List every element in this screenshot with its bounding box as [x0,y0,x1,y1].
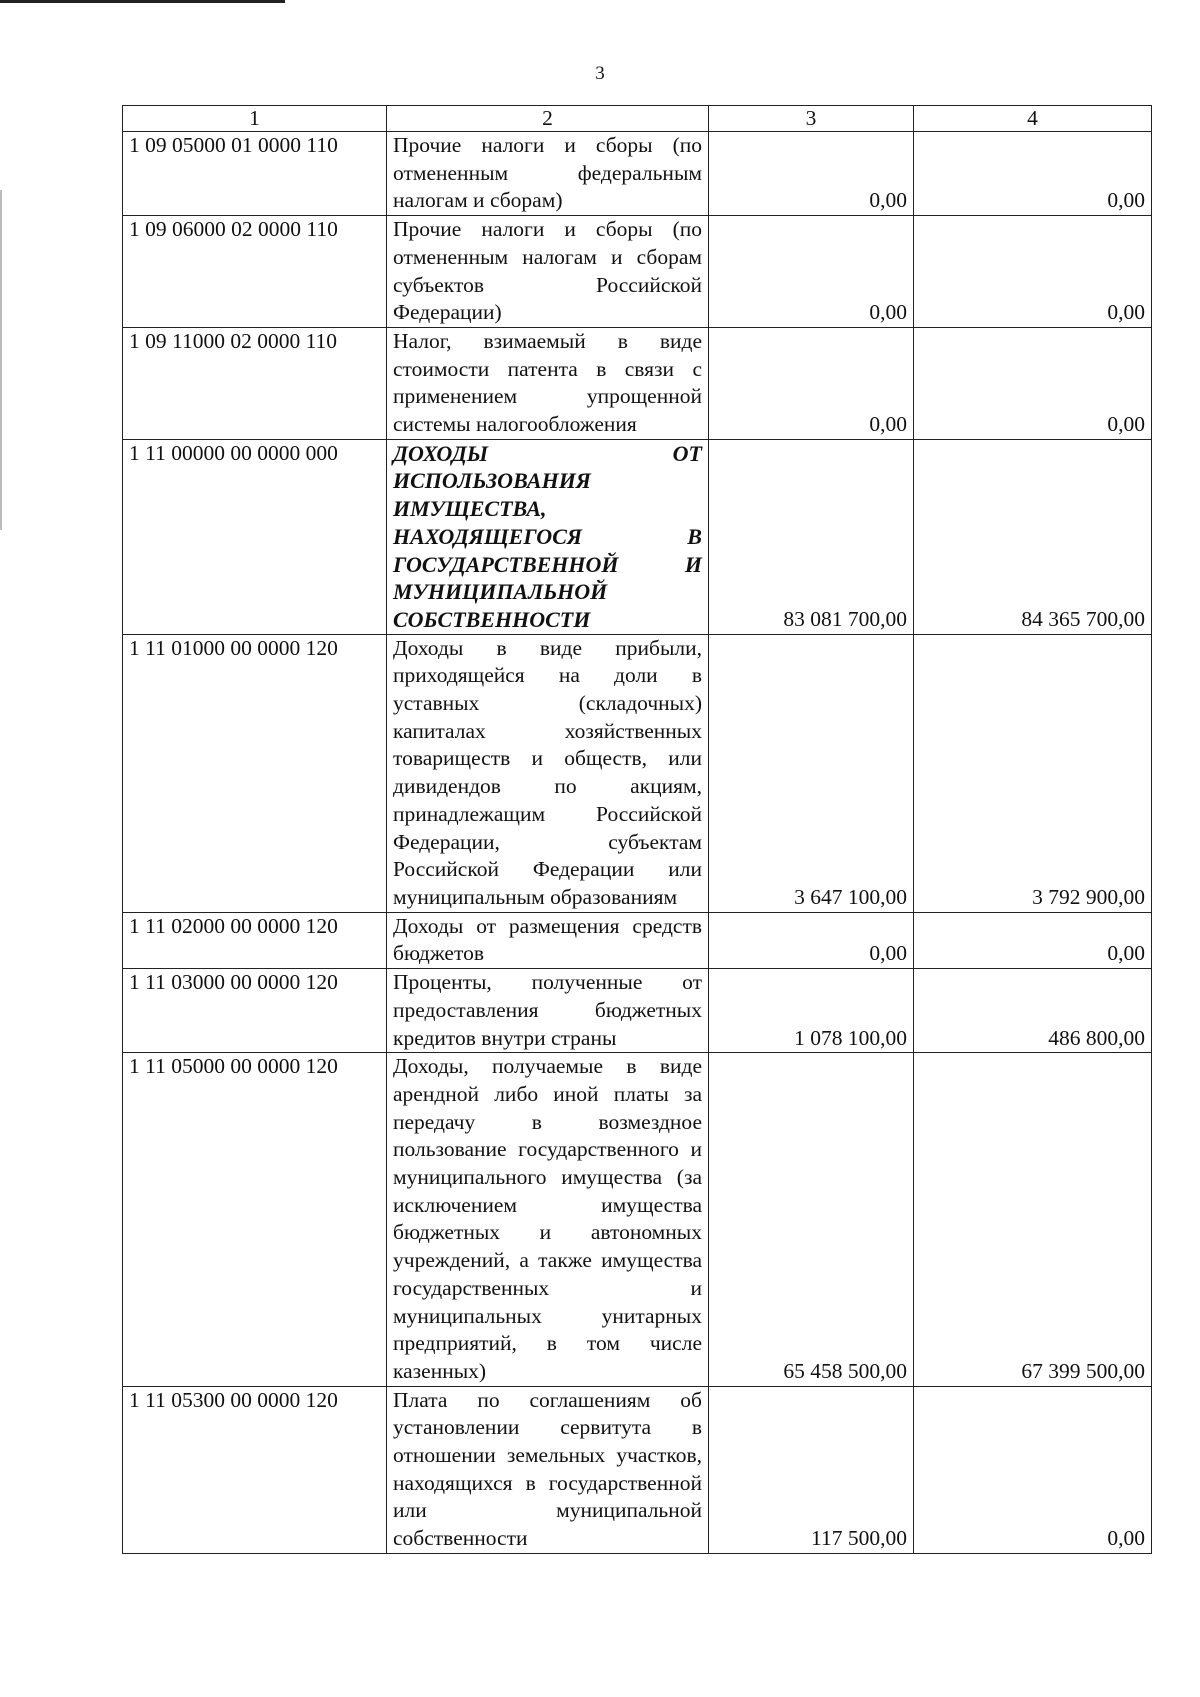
column-header: 4 [914,106,1152,132]
amount-col3-cell: 0,00 [709,327,914,439]
budget-code-cell: 1 11 05000 00 0000 120 [123,1053,387,1386]
amount-col4-cell: 0,00 [914,327,1152,439]
budget-code-cell: 1 11 00000 00 0000 000 [123,439,387,634]
column-header: 1 [123,106,387,132]
amount-col4-cell: 0,00 [914,1386,1152,1553]
revenue-name-cell: Налог, взимаемый в виде стоимости патента в связи с применением упрощенной системы налогообложения [387,327,709,439]
budget-code-cell: 1 11 02000 00 0000 120 [123,912,387,968]
table-header-row [123,106,1152,132]
amount-col3-cell: 0,00 [709,912,914,968]
table-row [123,912,1152,968]
amount-col4-cell: 67 399 500,00 [914,1053,1152,1386]
revenue-name-cell: Прочие налоги и сборы (по отмененным федеральным налогам и сборам) [387,132,709,216]
scan-edge-mark [0,190,2,530]
amount-col3-cell: 65 458 500,00 [709,1053,914,1386]
revenue-name-cell: Доходы, получаемые в виде арендной либо иной платы за передачу в возмездное пользование государственного и муниципального имущества (за исключением имущества бюджетных и автономных учреждений, а также имущества государственных и муниципальных унитарных предприятий, в том числе казенных) [387,1053,709,1386]
table-row [123,634,1152,912]
column-header: 3 [709,106,914,132]
table-row [123,132,1152,216]
amount-col4-cell: 3 792 900,00 [914,634,1152,912]
table-row [123,327,1152,439]
table-row [123,216,1152,328]
budget-code-cell: 1 11 05300 00 0000 120 [123,1386,387,1553]
amount-col3-cell: 3 647 100,00 [709,634,914,912]
revenue-name-cell: Прочие налоги и сборы (по отмененным налогам и сборам субъектов Российской Федерации) [387,216,709,328]
column-header: 2 [387,106,709,132]
table-row [123,969,1152,1053]
revenue-section-title-cell: ДОХОДЫ ОТ ИСПОЛЬЗОВАНИЯ ИМУЩЕСТВА, НАХОДЯЩЕГОСЯ В ГОСУДАРСТВЕННОЙ И МУНИЦИПАЛЬНОЙ СОБСТВЕННОСТИ [387,439,709,634]
revenue-name-cell: Доходы в виде прибыли, приходящейся на доли в уставных (складочных) капиталах хозяйственных товариществ и обществ, или дивидендов по акциям, принадлежащим Российской Федерации, субъектам Российской Федерации или муниципальным образованиям [387,634,709,912]
budget-code-cell: 1 09 06000 02 0000 110 [123,216,387,328]
table-row [123,1386,1152,1553]
scan-edge-line [0,0,285,3]
amount-col4-cell: 0,00 [914,912,1152,968]
revenue-name-cell: Доходы от размещения средств бюджетов [387,912,709,968]
table-row [123,1053,1152,1386]
budget-code-cell: 1 09 05000 01 0000 110 [123,132,387,216]
revenue-table [122,105,1152,1554]
amount-col4-cell: 84 365 700,00 [914,439,1152,634]
amount-col4-cell: 0,00 [914,216,1152,328]
amount-col4-cell: 0,00 [914,132,1152,216]
amount-col3-cell: 83 081 700,00 [709,439,914,634]
revenue-name-cell: Проценты, полученные от предоставления бюджетных кредитов внутри страны [387,969,709,1053]
amount-col3-cell: 117 500,00 [709,1386,914,1553]
amount-col3-cell: 0,00 [709,132,914,216]
budget-code-cell: 1 11 01000 00 0000 120 [123,634,387,912]
budget-code-cell: 1 11 03000 00 0000 120 [123,969,387,1053]
amount-col3-cell: 0,00 [709,216,914,328]
amount-col4-cell: 486 800,00 [914,969,1152,1053]
revenue-name-cell: Плата по соглашениям об установлении сервитута в отношении земельных участков, находящихся в государственной или муниципальной собственности [387,1386,709,1553]
page-number: 3 [595,63,605,84]
amount-col3-cell: 1 078 100,00 [709,969,914,1053]
table-row-section [123,439,1152,634]
budget-code-cell: 1 09 11000 02 0000 110 [123,327,387,439]
